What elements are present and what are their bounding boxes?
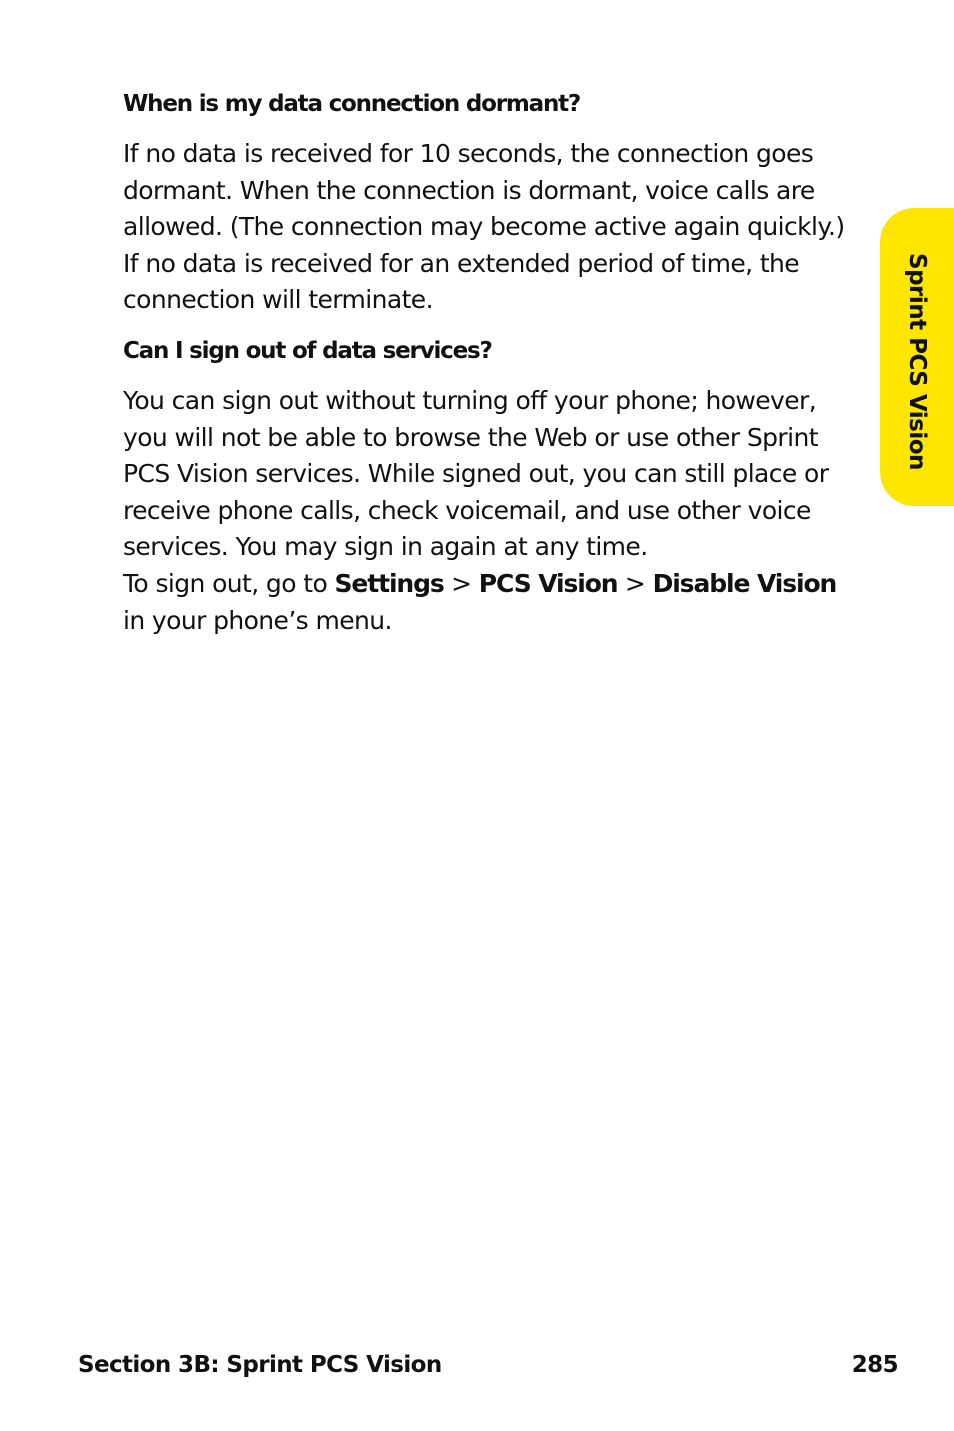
section-side-tab: [880, 208, 954, 506]
menu-separator: >: [617, 568, 653, 598]
menu-step-settings: Settings: [334, 568, 444, 598]
page-footer: [78, 1348, 898, 1382]
answer-paragraph-dormant: If no data is received for 10 seconds, the connection goes dormant. When the connection is dormant, voice calls are allowed. (The connection may become active again quickly.) If no data is received for an extended period of time, the connection will terminate.: [123, 139, 845, 315]
answer-paragraph-sign-out: You can sign out without turning off your phone; however, you will not be able to browse the Web or use other Sprint PCS Vision services. While signed out, you can still place or receive phone calls, check voicemail, and use other voice services. You may sign in again at any time.: [123, 385, 829, 562]
menu-step-disable-vision: Disable Vision: [652, 568, 837, 598]
sign-out-instruction: [123, 566, 863, 639]
footer-section-title: Section 3B: Sprint PCS Vision: [78, 1352, 442, 1378]
instruction-suffix: in your phone’s menu.: [123, 605, 392, 635]
menu-step-pcs-vision: PCS Vision: [478, 568, 618, 598]
side-tab-label: Sprint PCS Vision: [904, 252, 930, 470]
footer-page-number: 285: [851, 1352, 898, 1378]
menu-separator: >: [443, 568, 479, 598]
page-content: [123, 86, 863, 639]
instruction-prefix: To sign out, go to: [123, 568, 335, 598]
question-heading-sign-out: Can I sign out of data services?: [123, 337, 492, 364]
question-heading-dormant: When is my data connection dormant?: [123, 91, 581, 117]
